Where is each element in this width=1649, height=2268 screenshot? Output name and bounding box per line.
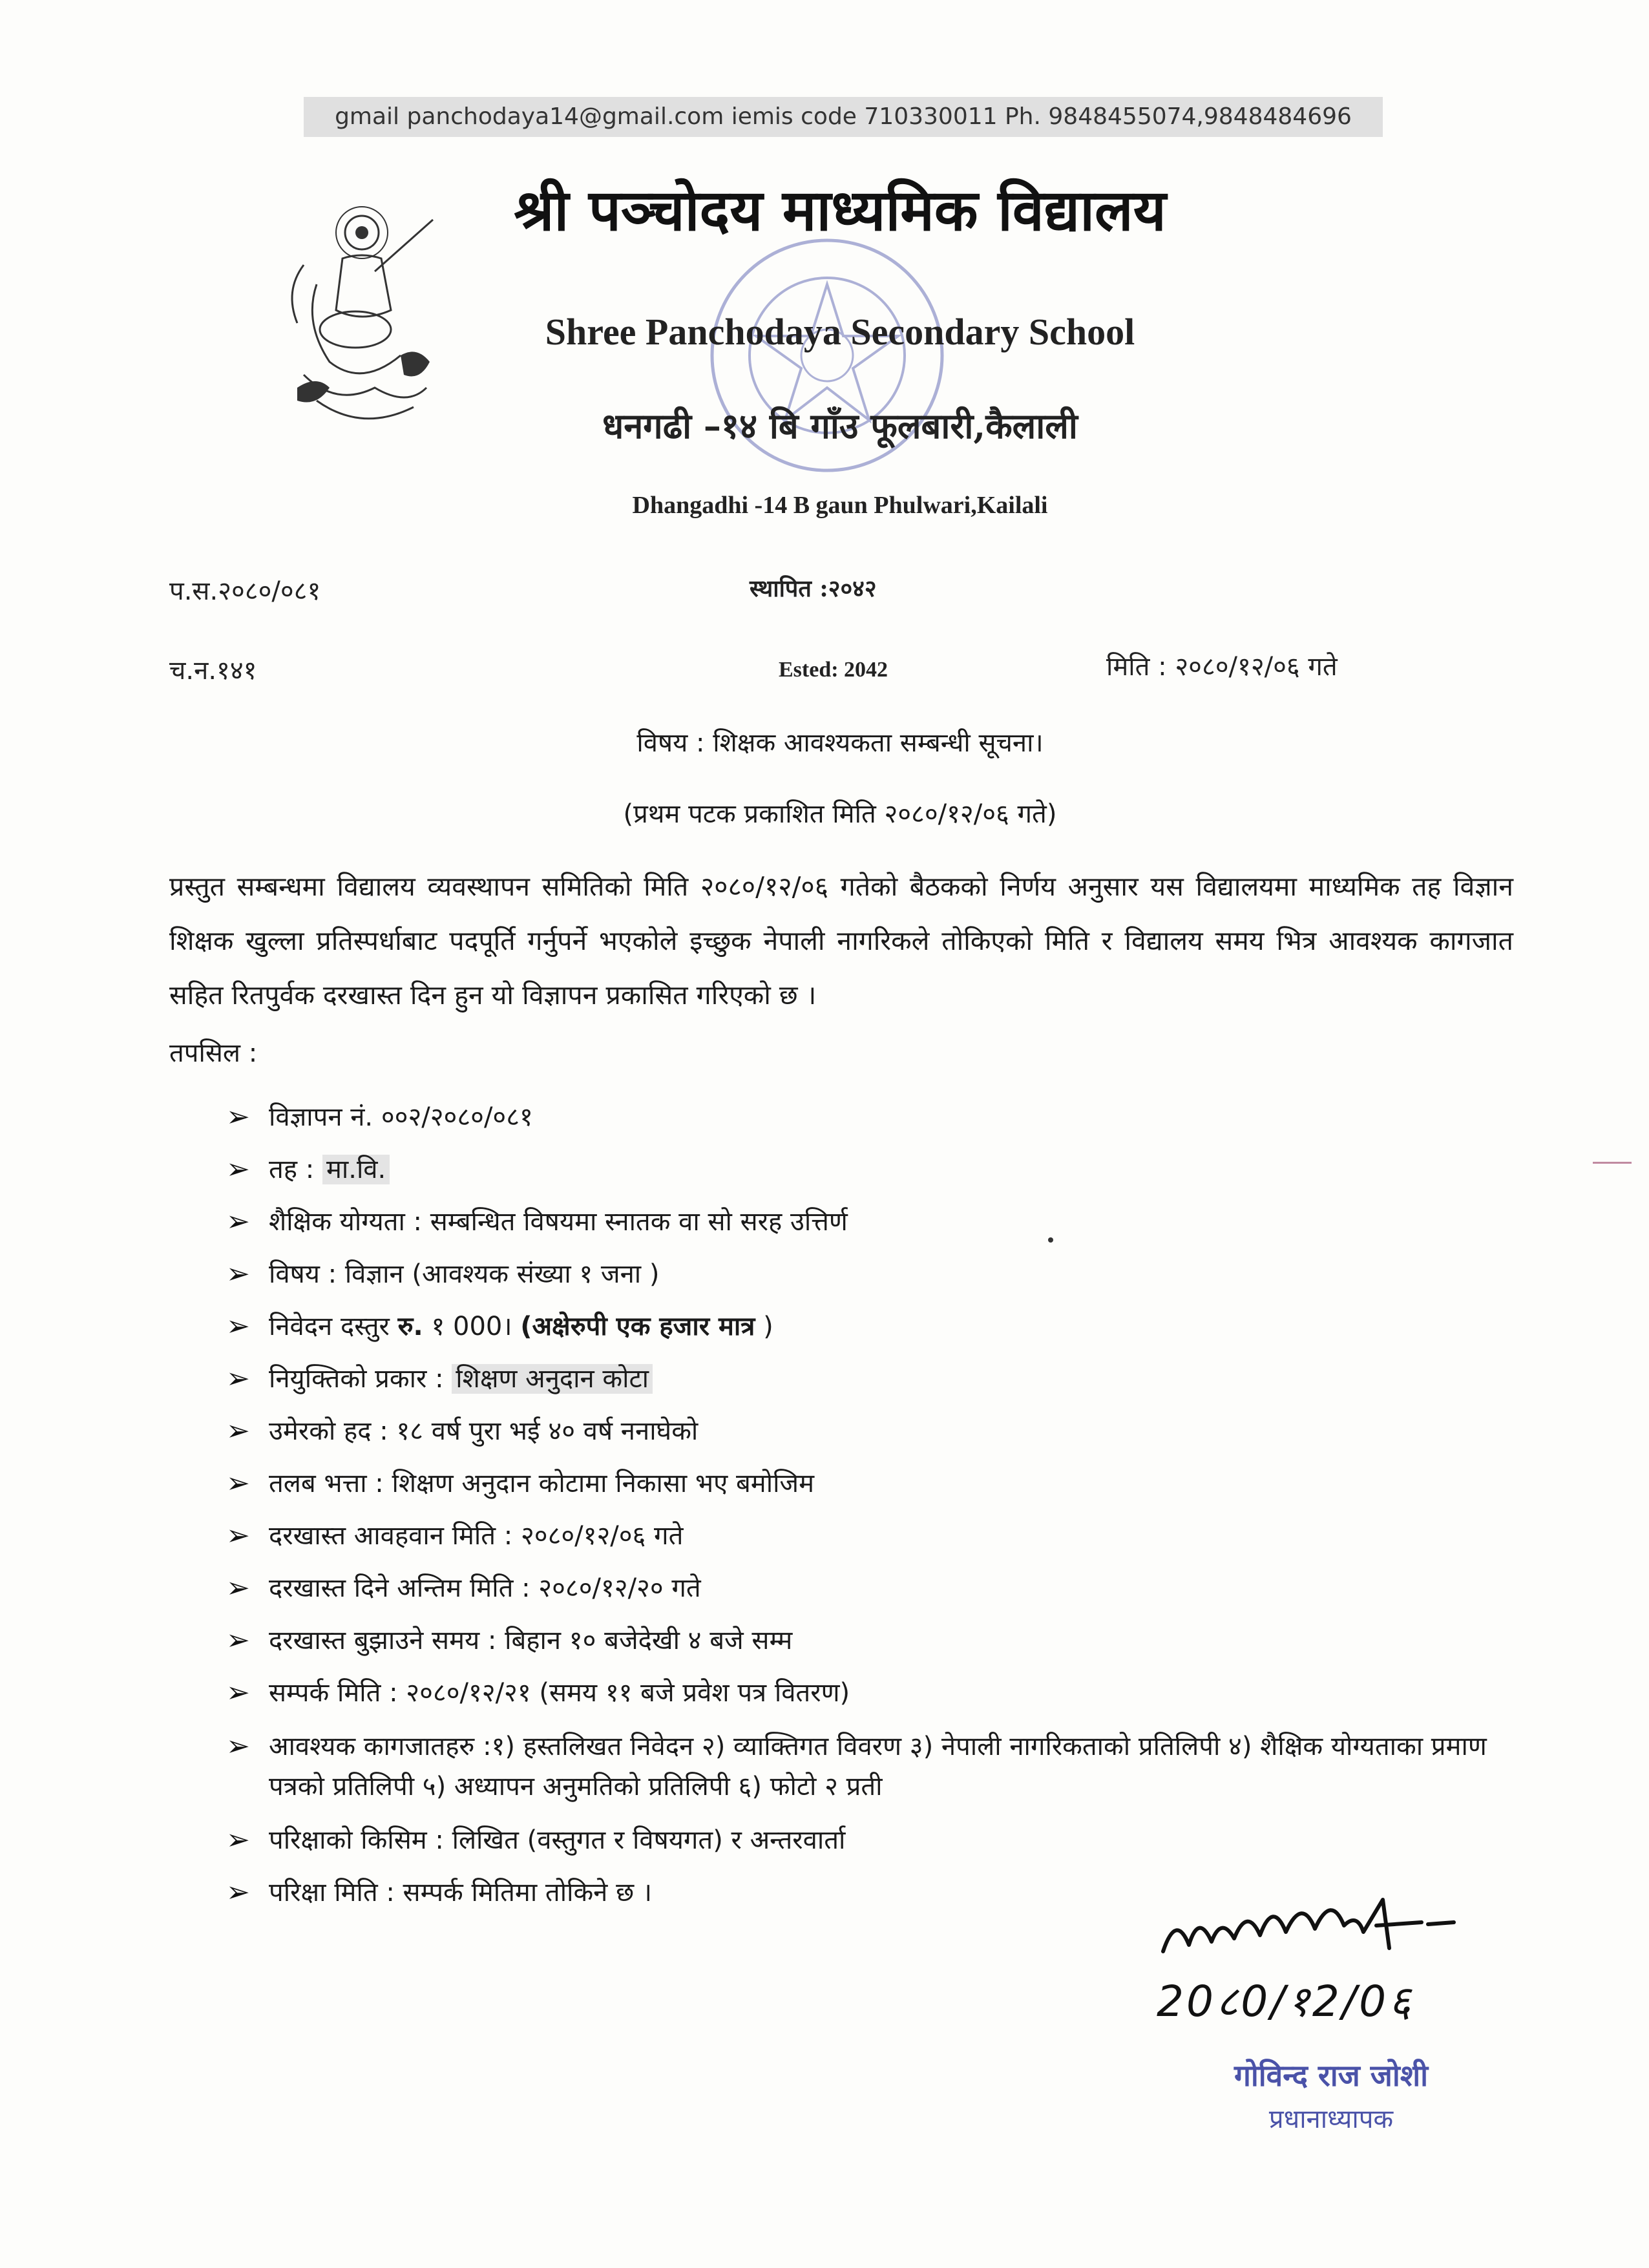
arrow-bullet-icon: ➢ <box>226 1571 250 1604</box>
list-item <box>226 1308 1518 1345</box>
notice-subject: विषय : शिक्षक आवश्यकता सम्बन्धी सूचना। <box>636 728 1044 758</box>
subject-requirement: विषय : विज्ञान (आवश्यक संख्या १ जना ) <box>269 1259 660 1289</box>
handwritten-date: 20८0/१2/0६ <box>1157 1977 1414 2026</box>
advertisement-number: विज्ञापन नं. ००२/२०८०/०८१ <box>269 1102 533 1132</box>
currency-label: रु. <box>397 1312 423 1341</box>
arrow-bullet-icon: ➢ <box>226 1624 250 1657</box>
qualification: शैक्षिक योग्यता : सम्बन्धित विषयमा स्नातक वा सो सरह उत्तिर्ण <box>269 1207 848 1237</box>
fee-in-words: (अक्षेरुपी एक हजार मात्र <box>520 1312 755 1341</box>
list-item <box>226 1255 1518 1293</box>
level-value: मा.वि. <box>322 1155 390 1184</box>
salary-allowance: तलब भत्ता : शिक्षण अनुदान कोटामा निकासा भए बमोजिम <box>269 1469 815 1498</box>
application-fee-label: निवेदन दस्तुर <box>269 1312 398 1341</box>
arrow-bullet-icon: ➢ <box>226 1153 250 1186</box>
required-documents: आवश्यक कागजातहरु :१) हस्तलिखत निवेदन २) व्याक्तिगत विवरण ३) नेपाली नागरिकताको प्रतिलिपी ४) शैक्षिक योग्यताका प्रमाण पत्रको प्रतिलिपी ५) अध्यापन अनुमतिको प्रतिलिपी ६) फोटो २ प्रती <box>269 1732 1487 1801</box>
arrow-bullet-icon: ➢ <box>226 1257 250 1290</box>
handwritten-signature <box>1150 1887 1460 1971</box>
list-item <box>226 1098 1518 1136</box>
list-item <box>226 1622 1518 1659</box>
ink-dot <box>1048 1237 1053 1243</box>
list-item <box>226 1203 1518 1241</box>
arrow-bullet-icon: ➢ <box>226 1676 250 1709</box>
appointment-type-label: नियुक्तिको प्रकार : <box>269 1364 452 1394</box>
notice-body: प्रस्तुत सम्बन्धमा विद्यालय व्यवस्थापन समितिको मिति २०८०/१२/०६ गतेको बैठकको निर्णय अनुसार यस विद्यालयमा माध्यमिक तह विज्ञान शिक्षक खुल्ला प्रतिस्पर्धाबाट पदपूर्ति गर्नुपर्ने भएकोले इच्छुक नेपाली नागरिकले तोकिएको मिति र विद्यालय समय भित्र आवश्यक कागजात सहित रितपुर्वक दरखास्त दिन हुन यो विज्ञापन प्रकासित गरिएको छ । <box>169 871 1513 1011</box>
appointment-type-value: शिक्षण अनुदान कोटा <box>452 1364 653 1394</box>
details-list <box>226 1098 1518 1926</box>
school-name-english: Shree Panchodaya Secondary School <box>545 311 1135 353</box>
contact-date: सम्पर्क मिति : २०८०/१२/२१ (समय ११ बजे प्रवेश पत्र वितरण) <box>269 1678 850 1708</box>
list-item <box>226 1360 1518 1398</box>
arrow-bullet-icon: ➢ <box>226 1414 250 1447</box>
arrow-bullet-icon: ➢ <box>226 1876 250 1909</box>
principal-name: गोविन्द राज जोशी <box>1234 2058 1429 2093</box>
principal-title: प्रधानाध्यापक <box>1268 2105 1394 2134</box>
exam-date: परिक्षा मिति : सम्पर्क मितिमा तोकिने छ । <box>269 1878 652 1907</box>
arrow-bullet-icon: ➢ <box>226 1519 250 1552</box>
fee-amount: १ 000। <box>423 1312 521 1341</box>
application-deadline: दरखास्त दिने अन्तिम मिति : २०८०/१२/२० गते <box>269 1573 701 1603</box>
list-item <box>226 1465 1518 1502</box>
list-item <box>226 1412 1518 1450</box>
list-item <box>226 1151 1518 1188</box>
established-english: Ested: 2042 <box>779 658 888 682</box>
fee-close-paren: ) <box>755 1312 773 1341</box>
arrow-bullet-icon: ➢ <box>226 1362 250 1395</box>
address-nepali: धनगढी –१४ बि गाँउ फूलबारी,कैलाली <box>602 405 1078 446</box>
notice-date: मिति : २०८०/१२/०६ गते <box>1106 652 1338 682</box>
established-nepali: स्थापित :२०४२ <box>750 575 877 602</box>
list-item <box>226 1822 1518 1859</box>
age-limit: उमेरको हद : १८ वर्ष पुरा भई ४० वर्ष ननाघेको <box>269 1416 698 1446</box>
arrow-bullet-icon: ➢ <box>226 1467 250 1500</box>
saraswati-logo-icon <box>278 194 446 433</box>
submission-time: दरखास्त बुझाउने समय : बिहान १० बजेदेखी ४ बजे सम्म <box>269 1626 793 1655</box>
application-call-date: दरखास्त आवहवान मिति : २०८०/१२/०६ गते <box>269 1521 684 1551</box>
address-english: Dhangadhi -14 B gaun Phulwari,Kailali <box>632 492 1048 519</box>
list-item <box>226 1517 1518 1555</box>
arrow-bullet-icon: ➢ <box>226 1205 250 1238</box>
level-label: तह : <box>269 1155 322 1184</box>
exam-type: परिक्षाको किसिम : लिखित (वस्तुगत र विषयगत) र अन्तरवार्ता <box>269 1825 846 1855</box>
arrow-bullet-icon: ➢ <box>226 1100 250 1133</box>
list-item <box>226 1674 1518 1712</box>
details-heading: तपसिल : <box>169 1038 258 1068</box>
contact-line: gmail panchodaya14@gmail.com iemis code 710330011 Ph. 9848455074,9848484696 <box>304 97 1383 137</box>
arrow-bullet-icon: ➢ <box>226 1730 250 1763</box>
list-item <box>226 1727 1518 1807</box>
first-published-date: (प्रथम पटक प्रकाशित मिति २०८०/१२/०६ गते) <box>623 799 1057 829</box>
arrow-bullet-icon: ➢ <box>226 1310 250 1343</box>
list-item <box>226 1570 1518 1607</box>
reference-number: प.स.२०८०/०८१ <box>169 576 321 606</box>
dispatch-number: च.न.१४१ <box>169 656 257 686</box>
arrow-bullet-icon: ➢ <box>226 1823 250 1856</box>
school-name-nepali: श्री पञ्चोदय माध्यमिक विद्यालय <box>514 176 1166 244</box>
margin-mark <box>1593 1162 1632 1164</box>
